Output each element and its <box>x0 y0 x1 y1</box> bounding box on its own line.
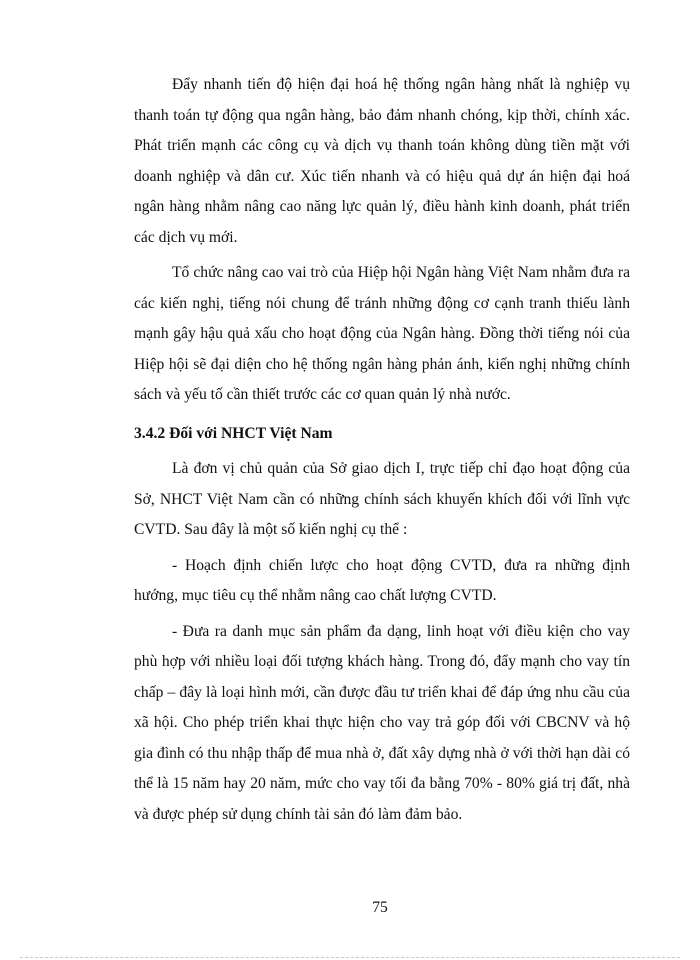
paragraph-governing-unit: Là đơn vị chủ quản của Sở giao dịch I, trực tiếp chỉ đạo hoạt động của Sở, NHCT Việt Nam cần có những chính sách khuyến khích đối với lĩnh vực CVTD. Sau đây là một số kiến nghị cụ thể : <box>134 460 630 538</box>
page-bottom-divider <box>20 957 680 958</box>
page-number: 75 <box>372 899 388 916</box>
paragraph-banking-association: Tổ chức nâng cao vai trò của Hiệp hội Ngân hàng Việt Nam nhằm đưa ra các kiến nghị, tiếng nói chung để tránh những động cơ cạnh tranh thiếu lành mạnh gây hậu quả xấu cho hoạt động của Ngân hàng. Đồng thời tiếng nói của Hiệp hội sẽ đại diện cho hệ thống ngân hàng phản ánh, kiến nghị những chính sách và yếu tố cần thiết trước các cơ quan quản lý nhà nước. <box>134 264 630 403</box>
paragraph-product-item: - Đưa ra danh mục sản phẩm đa dạng, linh hoạt với điều kiện cho vay phù hợp với nhiều loại đối tượng khách hàng. Trong đó, đẩy mạnh cho vay tín chấp – đây là loại hình mới, cần được đầu tư triển khai để đáp ứng nhu cầu của xã hội. Cho phép triển khai thực hiện cho vay trả góp đối với CBCNV và hộ gia đình có thu nhập thấp để mua nhà ở, đất xây dựng nhà ở với thời hạn dài có thể là 15 năm hay 20 năm, mức cho vay tối đa bằng 70% - 80% giá trị đất, nhà và được phép sử dụng chính tài sản đó làm đảm bảo. <box>134 622 630 823</box>
paragraph-modernization: Đẩy nhanh tiến độ hiện đại hoá hệ thống ngân hàng nhất là nghiệp vụ thanh toán tự động qua ngân hàng, bảo đảm nhanh chóng, kịp thời, chính xác. Phát triển mạnh các công cụ và dịch vụ thanh toán không dùng tiền mặt với doanh nghiệp và dân cư. Xúc tiến nhanh và có hiệu quả dự án hiện đại hoá ngân hàng nhằm nâng cao năng lực quản lý, điều hành kinh doanh, phát triển các dịch vụ mới. <box>134 76 630 246</box>
section-heading: 3.4.2 Đối với NHCT Việt Nam <box>134 424 333 442</box>
paragraph-strategy-item: - Hoạch định chiến lược cho hoạt động CVTD, đưa ra những định hướng, mục tiêu cụ thể nhằm nâng cao chất lượng CVTD. <box>134 556 630 604</box>
page-content <box>134 70 630 830</box>
